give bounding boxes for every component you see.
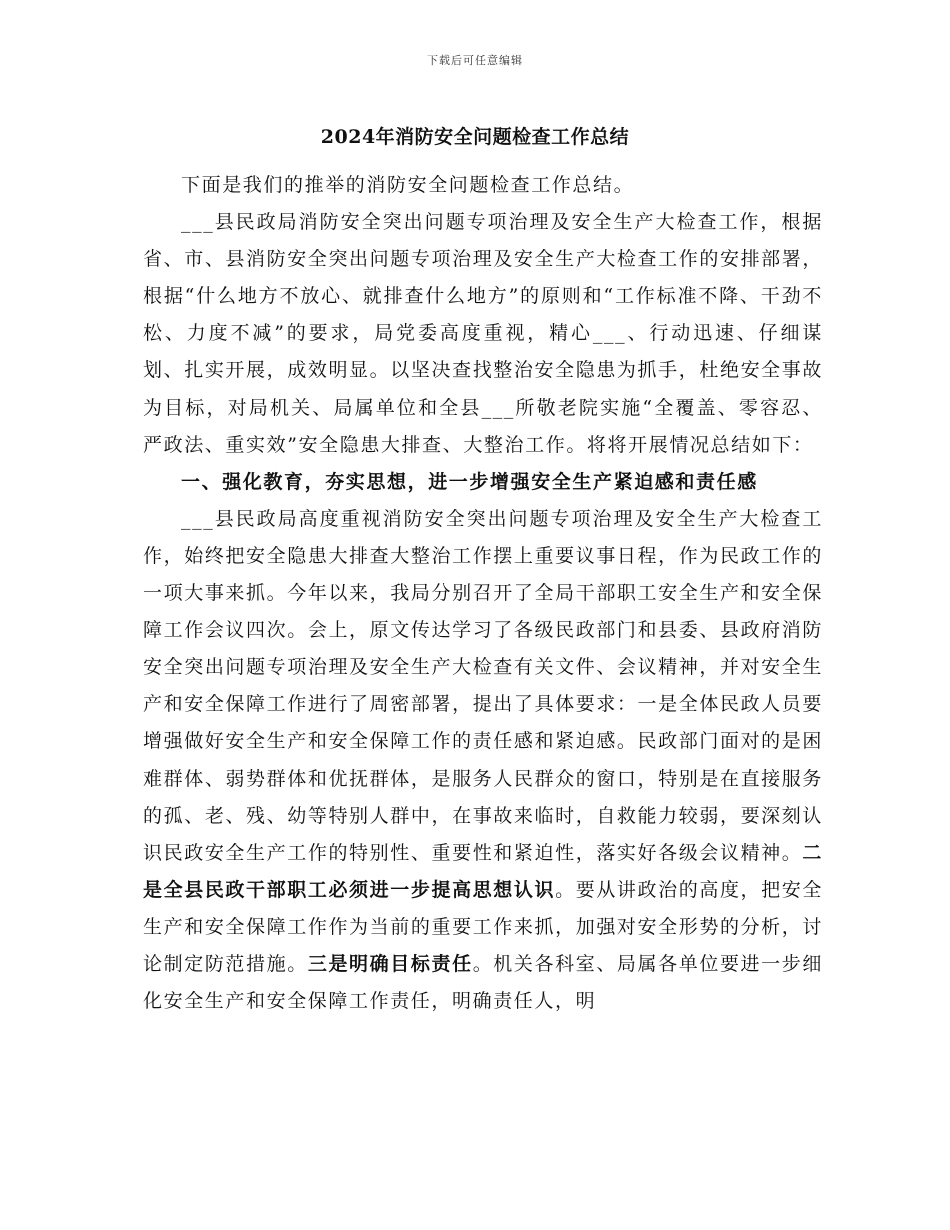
paragraph-text: ___县民政局高度重视消防安全突出问题专项治理及安全生产大检查工作，始终把安全隐患大排查大整治工作摆上重要议事日程，作为民政工作的一项大事来抓。今年以来，我局分别召开了全局干部职工安全生产和安全保障工作会议四次。会上，原文传达学习了各级民政部门和县委、县政府消防安全突出问题专项治理及安全生产大检查有关文件、会议精神，并对安全生产和安全保障工作进行了周密部署，提出了具体要求：一是全体民政人员要增强做好安全生产和安全保障工作的责任感和紧迫感。民政部门面对的是困难群体、弱势群体和优抚群体，是服务人民群众的窗口，特别是在直接服务的孤、老、残、幼等特别人群中，在事故来临时，自救能力较弱，要深刻认识民政安全生产工作的特别性、重要性和紧迫性，落实好各级会议精神。 [143, 507, 823, 864]
body-paragraph-1: ___县民政局消防安全突出问题专项治理及安全生产大检查工作，根据省、市、县消防安全突出问题专项治理及安全生产大检查工作的安排部署，根据“什么地方不放心、就排查什么地方”的原则和“工作标准不降、干劲不松、力度不减”的要求，局党委高度重视，精心___、行动迅速、仔细谋划、扎实开展，成效明显。以坚决查找整治安全隐患为抓手，杜绝安全事故为目标，对局机关、局属单位和全县___所敬老院实施“全覆盖、零容忍、严政法、重实效”安全隐患大排查、大整治工作。将将开展情况总结如下： [143, 211, 823, 456]
header-note: 下载后可任意编辑 [427, 54, 523, 67]
section-heading-1: 一、强化教育，夯实思想，进一步增强安全生产紧迫感和责任感 [181, 470, 758, 493]
paragraph-text: 。要从讲政治的高度，把安全生产和安全保障工作作为当前的重要工作来抓，加强对安全形势的分析，讨论制定防范措施。 [143, 878, 823, 975]
bold-point-3: 三是明确目标责任 [307, 952, 473, 975]
paragraph-text: 。机关各科室、局属各单位要进一步细化安全生产和安全保障工作责任，明确责任人，明 [143, 952, 823, 1013]
document-body [143, 167, 823, 1020]
bold-point-2: 二是全县民政干部职工必须进一步提高思想认识 [143, 841, 823, 901]
body-paragraph-2 [143, 501, 823, 1020]
intro-paragraph: 下面是我们的推举的消防安全问题检查工作总结。 [181, 174, 635, 196]
document-title: 2024年消防安全问题检查工作总结 [320, 126, 630, 148]
